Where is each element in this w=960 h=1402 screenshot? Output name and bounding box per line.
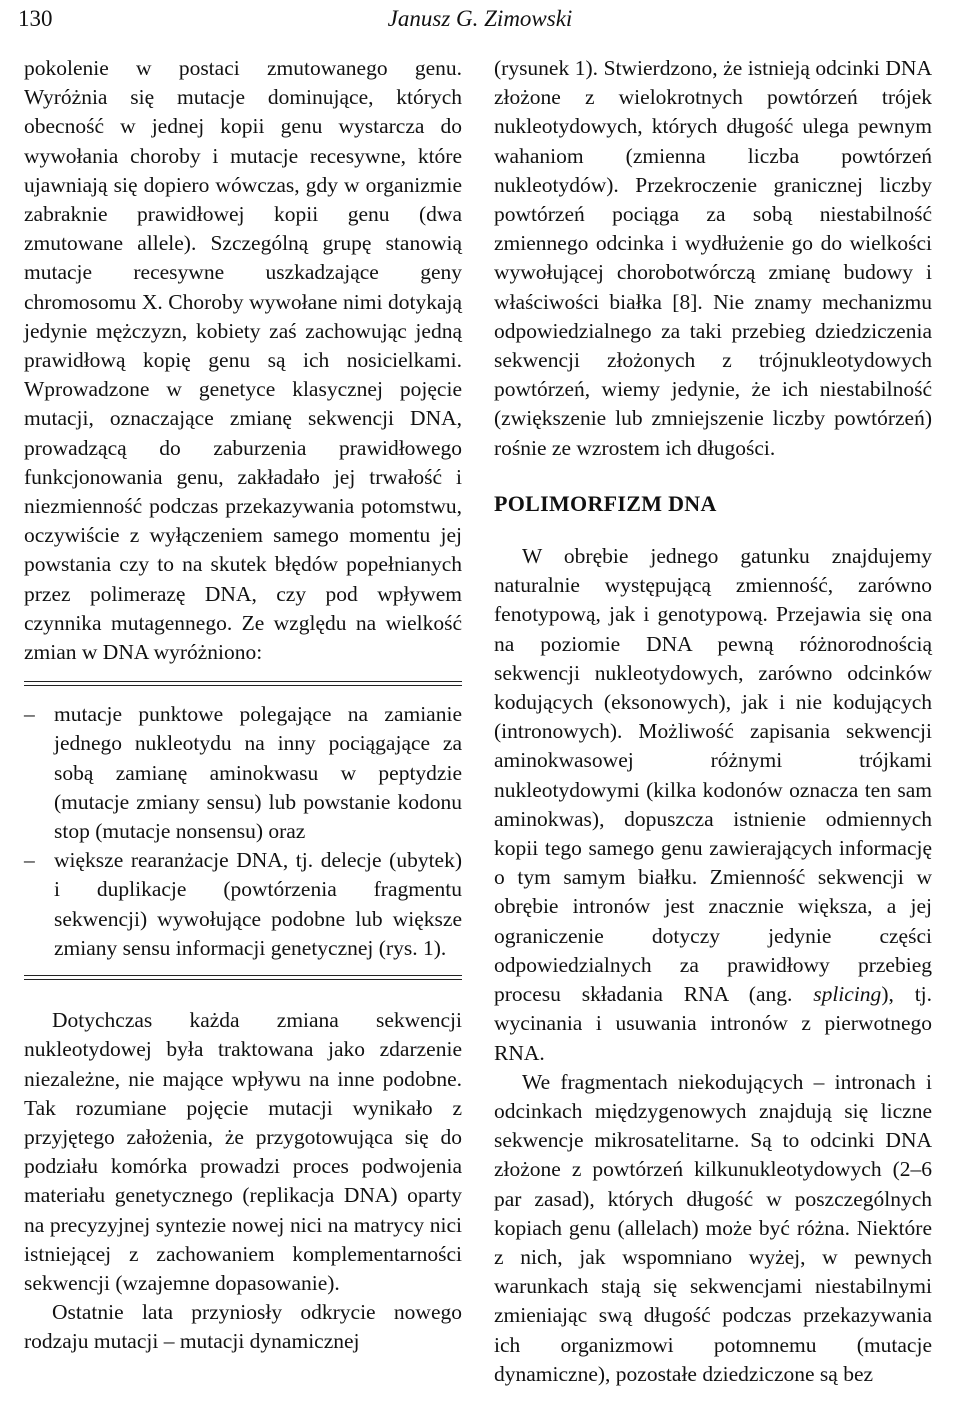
list-dash: –: [24, 702, 35, 727]
right-paragraph-2: [494, 542, 932, 1068]
left-paragraph-2: Dotychczas każda zmiana sekwencji nukleotydowej była traktowana jako zdarzenie niezależne, nie mające wpływu na inne podobne. Tak rozumiane pojęcie mutacji wynikało z przyjętego założenia, że przygotowująca się do podziału komórka prowadzi proces podwojenia materiału genetycznego (replikacja DNA) oparty na precyzyjnej syntezie nowej nici na matrycy nici istniejącej z zachowaniem komplementarności sekwencji (wzajemne dopasowanie).: [24, 1008, 462, 1295]
list-bottom-rule: [24, 975, 462, 980]
list-item-text: większe rearanżacje DNA, tj. delecje (ubytek) i duplikacje (powtórzenia fragmentu sekwencji) wywołujące podobne lub większe zmiany sensu informacji genetycznej (rys. 1).: [54, 848, 462, 960]
paragraph-text-end: ), tj. wycinania i usuwania intronów z pierwotnego RNA.: [494, 982, 933, 1065]
right-paragraph-1: (rysunek 1). Stwierdzono, że istnieją odcinki DNA złożone z wielokrotnych powtórzeń trójek nukleotydowych, których długość ulega pewnym wahaniom (zmienna liczba powtórzeń nukleotydów). Przekroczenie granicznej liczby powtórzeń pociąga za sobą niestabilność zmiennego odcinka i wydłużenie go do wielkości wywołującej chorobotwórczą zmianę budowy i właściwości białka [8]. Nie znamy mechanizmu odpowiedzialnego za taki przebieg dziedziczenia sekwencji złożonych z trójnukleotydowych powtórzeń, wiemy jedynie, że ich niestabilność (zwiększenie lub zmniejszenie liczby powtórzeń) rośnie ze wzrostem ich długości.: [494, 56, 932, 460]
right-column: [494, 54, 932, 1389]
list-item: [24, 846, 462, 963]
italic-term: splicing: [813, 982, 882, 1007]
running-head: Janusz G. Zimowski: [387, 6, 573, 31]
list-item: [24, 700, 462, 846]
list-top-rule: [24, 681, 462, 686]
left-paragraph-1: pokolenie w postaci zmutowanego genu. Wyróżnia się mutacje dominujące, których obecność w jednej kopii genu wystarcza do wywołania choroby i mutacje recesywne, które ujawniają się dopiero wówczas, gdy w organizmie zabraknie prawidłowej kopii genu (dwa zmutowane allele). Szczególną grupę stanowią mutacje recesywne uszkadzające geny chromosomu X. Choroby wywołane nimi dotykają jedynie mężczyzn, kobiety zaś zachowując jedną prawidłową kopię genu są ich nosicielkami. Wprowadzone w genetyce klasycznej pojęcie mutacji, oznaczające zmianę sekwencji DNA, prowadzącą do zaburzenia prawidłowego funkcjonowania genu, zakładało jej trwałość i niezmienność podczas przekazywania potomstwu, oczywiście z wyłączeniem samego momentu jej powstania czy to na skutek błędów popełnianych przez polimerazę DNA, czy pod wpływem czynnika mutagennego. Ze względu na wielkość zmian w DNA wyróżniono:: [24, 56, 462, 665]
paragraph-text: W obrębie jednego gatunku znajdujemy naturalnie występującą zmienność, zarówno fenotypową, jak i genotypową. Przejawia się ona na poziomie DNA pewną różnorodnością sekwencji nukleotydowych, zarówno odcinków kodujących (eksonowych), jak i nie kodujących (intronowych). Możliwość zapisania sekwencji aminokwasowej różnymi trójkami nukleotydowymi (kilka kodonów oznacza ten sam aminokwas), dopuszcza istnienie odmiennych kopii tego samego genu zawierających informację o tym samym białku. Zmienność sekwencji w obrębie intronów jest znacznie większa, a jej ograniczenie dotyczy jedynie części odpowiedzialnych za prawidłowy przebieg procesu składania RNA (ang.: [494, 544, 932, 1007]
page-number: 130: [18, 6, 53, 31]
page-header: [18, 2, 942, 36]
mutation-types-list: [24, 700, 462, 963]
list-item-text: mutacje punktowe polegające na zamianie jednego nukleotydu na inny pociągające za sobą zamianę aminokwasu w peptydzie (mutacje zmiany sensu) lub powstanie kodonu stop (mutacje nonsensu) oraz: [54, 702, 462, 844]
left-paragraph-3: Ostatnie lata przyniosły odkrycie nowego rodzaju mutacji – mutacji dynamicznej: [24, 1300, 462, 1354]
left-column: [24, 54, 462, 1357]
right-paragraph-3: We fragmentach niekodujących – intronach i odcinkach międzygenowych znajdują się liczne sekwencje mikrosatelitarne. Są to odcinki DNA złożone z powtórzeń kilkunukleotydowych (2–6 par zasad), których długość w poszczególnych kopiach genu (allelach) może być różna. Niektóre z nich, jak wspomniano wyżej, w pewnych warunkach stają się sekwencjami niestabilnymi zmieniając swą długość podczas przekazywania ich organizmowi potomnemu (mutacje dynamiczne), pozostałe dziedziczone są bez: [494, 1069, 932, 1386]
section-heading: POLIMORFIZM DNA: [494, 490, 717, 516]
list-dash: –: [24, 848, 35, 873]
